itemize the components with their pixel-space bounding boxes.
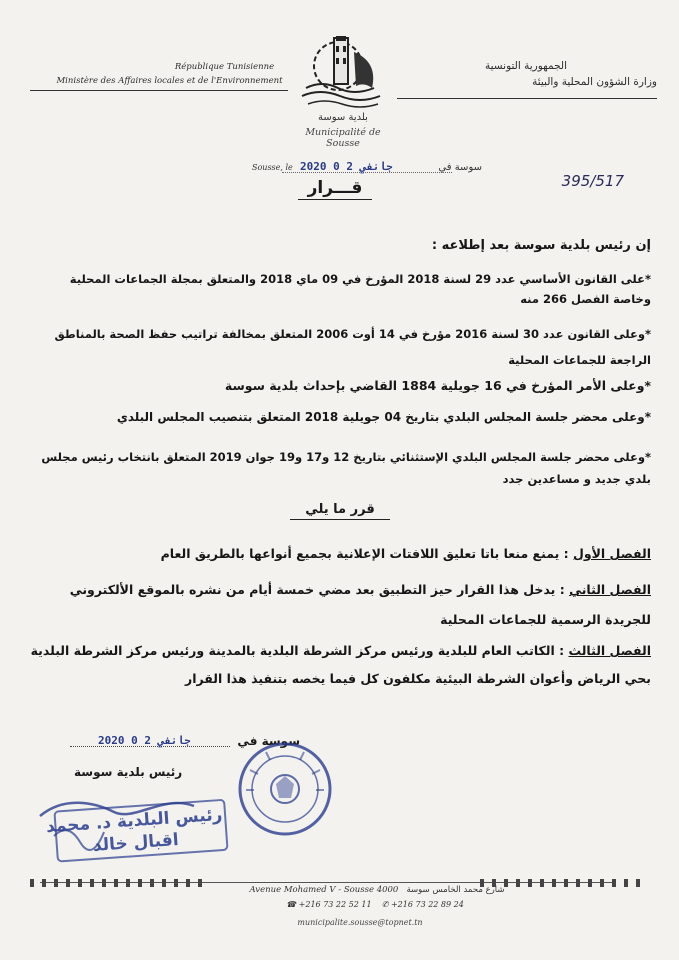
fax-icon: ✆	[381, 900, 389, 909]
header-rule-right	[397, 98, 657, 99]
footer-address-ar: شارع محمد الخامس سوسة	[406, 885, 505, 895]
municipality-name-ar: بلدية سوسة	[318, 112, 368, 123]
signature-date-stamp: 2020 جانفي 2 0	[98, 734, 191, 747]
intro-line: إن رئيس بلدية سوسة بعد إطلاعه :	[431, 238, 651, 253]
article-2-label: الفصل الثاني	[569, 582, 651, 597]
municipality-name-fr: Municipalité de Sousse	[305, 127, 381, 149]
article-1	[26, 546, 651, 561]
article-2-text: : يدخل هذا القرار حيز التطبيق بعد مضي خمسة أيام من نشره بالموقع الألكتروني للجريدة الرسمية للجماعات المحلية	[69, 582, 651, 627]
decides-heading: قرر ما يلي	[280, 502, 400, 517]
article-1-label: الفصل الأول	[572, 546, 651, 561]
municipality-logo	[298, 32, 388, 112]
official-seal-icon	[236, 740, 334, 838]
document-title: قـــرار	[290, 178, 380, 198]
footer-email: municipalite.sousse@topnet.tn	[297, 918, 423, 927]
date-label-fr: Sousse, le	[252, 163, 293, 172]
visa-5: *وعلى محضر جلسة المجلس البلدي الإستثنائي بتاريخ 12 و17 و19 جوان 2019 المتعلق بانتخاب رئيس مجلس بلدي جديد و مساعدين جدد	[41, 450, 651, 486]
footer-address-fr: Avenue Mohamed V - Sousse 4000	[249, 885, 399, 895]
date-line	[252, 160, 482, 180]
header-french	[52, 62, 287, 86]
visa-2: *وعلى القانون عدد 30 لسنة 2016 مؤرخ في 14 أوت 2006 المتعلق بمخالفة تراتيب حفظ الصحة بالمناطق الراجعة للجماعات المحلية	[54, 327, 651, 367]
reference-number: 395/517	[561, 172, 624, 190]
article-3-text: : الكاتب العام للبلدية ورئيس مركز الشرطة البلدية بالمدينة ورئيس مركز الشرطة البلدية بحي الرياض وأعوان الشرطة البيئية مكلفون كل فيما يخصه بتنفيذ هذا القرار	[30, 643, 651, 686]
visa-3: *وعلى الأمر المؤرخ في 16 جويلية 1884 القاضي بإحداث بلدية سوسة	[224, 378, 651, 393]
republic-fr: République Tunisienne	[174, 62, 275, 72]
footer-phone-1: +216 73 22 52 11	[298, 900, 372, 909]
date-label-ar: سوسة في	[438, 162, 482, 173]
footer-pattern-left	[30, 879, 220, 887]
article-3-label: الفصل الثالث	[568, 643, 651, 658]
visa-1: *على القانون الأساسي عدد 29 لسنة 2018 المؤرخ في 09 ماي 2018 والمتعلق بمجلة الجماعات المحلية وخاصة الفصل 266 منه	[69, 272, 651, 306]
republic-ar: الجمهورية التونسية	[485, 60, 567, 72]
article-2	[26, 575, 651, 635]
footer-address	[222, 885, 532, 895]
article-3	[26, 637, 651, 693]
footer-phones	[240, 900, 510, 909]
header-arabic	[397, 60, 657, 88]
header-rule-left	[30, 90, 288, 91]
article-1-text: : يمنع منعا باتا تعليق اللافتات الإعلانية بجميع أنواعها بالطريق العام	[160, 546, 569, 561]
mayor-signature-text: رئيس البلدية د. محمد اقبال خالد	[45, 804, 224, 856]
mayor-title: رئيس بلدية سوسة	[74, 765, 183, 779]
ministry-fr: Ministère des Affaires locales et de l'Environnement	[56, 76, 283, 86]
footer-phone-2: +216 73 22 89 24	[390, 900, 464, 909]
date-stamp: 2020 جانفي 2 0	[300, 160, 393, 173]
phone-icon: ☎	[286, 900, 297, 909]
visa-4: *وعلى محضر جلسة المجلس البلدي بتاريخ 04 جويلية 2018 المتعلق بتنصيب المجلس البلدي	[116, 410, 651, 424]
signature-place: سوسة في	[237, 734, 300, 748]
ministry-ar: وزارة الشؤون المحلية والبيئة	[532, 76, 657, 88]
